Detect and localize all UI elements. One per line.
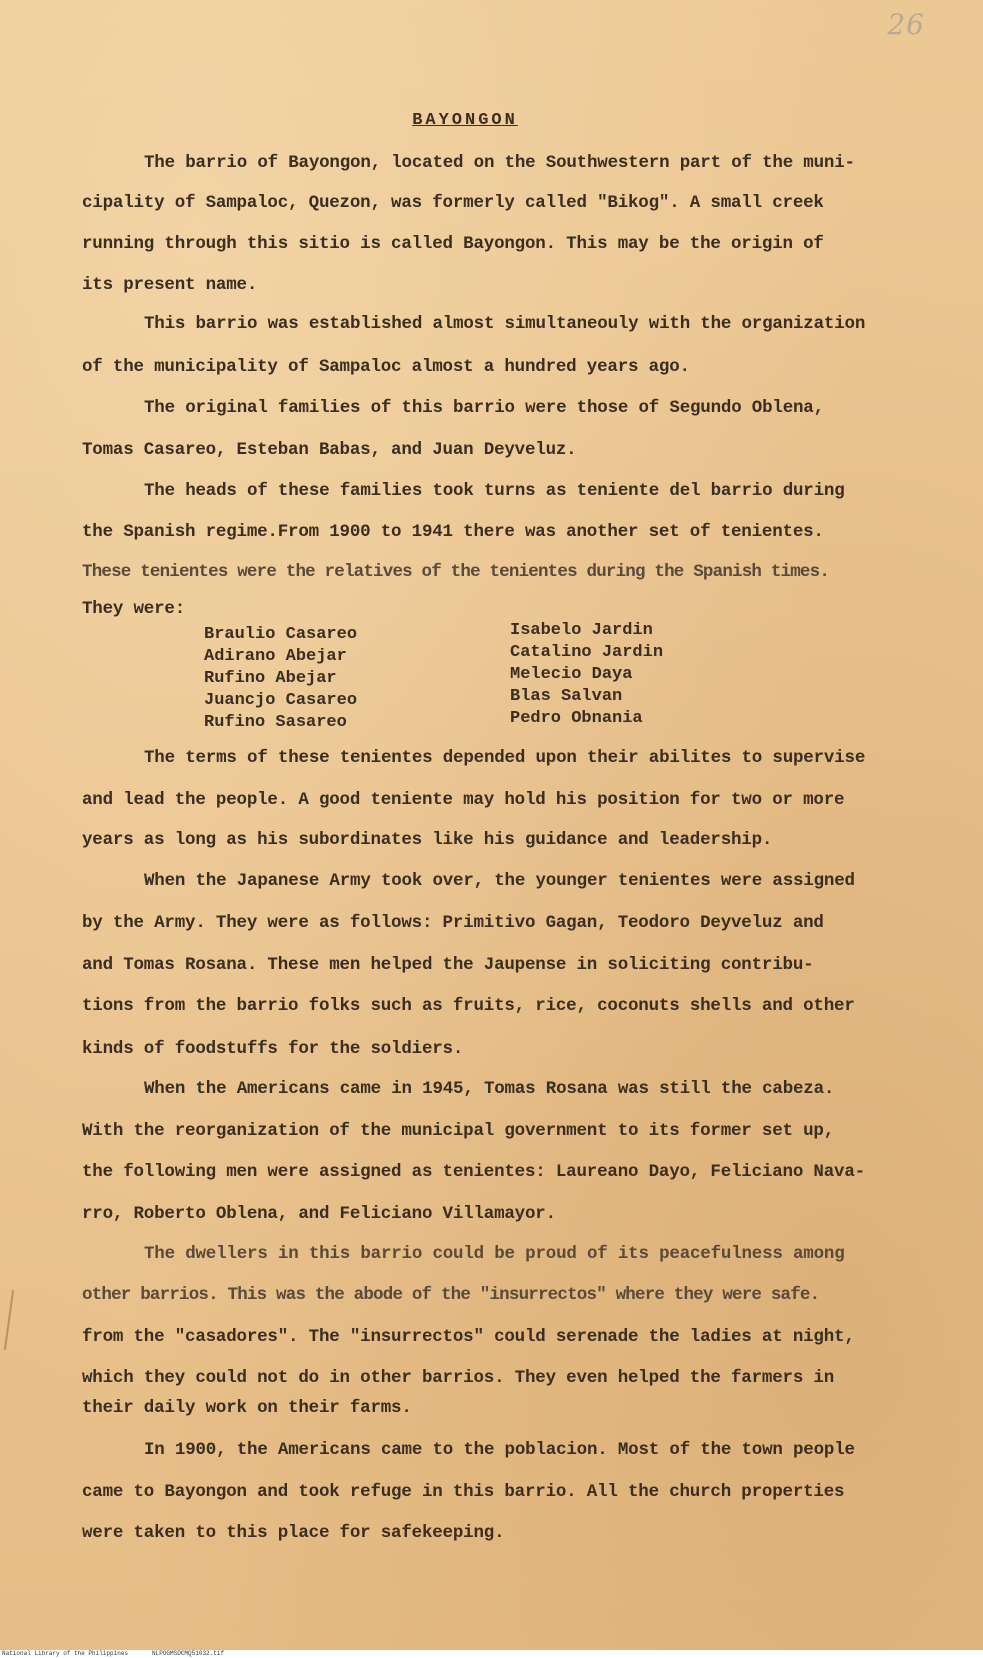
text-line: tions from the barrio folks such as fruits, rice, coconuts shells and other	[82, 996, 855, 1016]
paper-crease	[4, 1290, 14, 1350]
text-line: its present name.	[82, 275, 258, 295]
text-line: which they could not do in other barrios. They even helped the farmers in	[82, 1368, 835, 1388]
scan-footer	[0, 1650, 983, 1658]
name-item: Adirano Abejar	[204, 647, 347, 666]
text-line: The dwellers in this barrio could be proud of its peacefulness among	[144, 1244, 845, 1264]
text-line: The original families of this barrio were those of Segundo Oblena,	[144, 398, 824, 418]
name-item: Isabelo Jardin	[510, 621, 653, 640]
library-name: National Library of the Philippines	[2, 1650, 129, 1657]
text-line: This barrio was established almost simultaneouly with the organization	[144, 314, 866, 334]
text-line: With the reorganization of the municipal government to its former set up,	[82, 1121, 835, 1141]
document-title: BAYONGON	[412, 111, 518, 130]
text-line: They were:	[82, 599, 186, 619]
page-number: 26	[887, 8, 925, 41]
text-line: other barrios. This was the abode of the "insurrectos" where they were safe.	[82, 1285, 820, 1305]
name-item: Melecio Daya	[510, 665, 633, 684]
tenientes-list-right	[510, 620, 663, 730]
text-line: from the "casadores". The "insurrectos" could serenade the ladies at night,	[82, 1327, 855, 1347]
text-line: kinds of foodstuffs for the soldiers.	[82, 1039, 464, 1059]
text-line: These tenientes were the relatives of the tenientes during the Spanish times.	[82, 562, 830, 582]
text-line: In 1900, the Americans came to the poblacion. Most of the town people	[144, 1440, 855, 1460]
text-line: and Tomas Rosana. These men helped the Jaupense in soliciting contribu-	[82, 955, 814, 975]
text-line: When the Japanese Army took over, the younger tenientes were assigned	[144, 871, 855, 891]
name-item: Pedro Obnania	[510, 709, 643, 728]
name-item: Rufino Sasareo	[204, 713, 347, 732]
tenientes-list-left	[204, 624, 357, 734]
text-line: by the Army. They were as follows: Primitivo Gagan, Teodoro Deyveluz and	[82, 913, 824, 933]
text-line: The terms of these tenientes depended upon their abilites to supervise	[144, 748, 866, 768]
name-item: Braulio Casareo	[204, 625, 358, 644]
text-line: The barrio of Bayongon, located on the Southwestern part of the muni-	[144, 153, 855, 173]
text-line: running through this sitio is called Bayongon. This may be the origin of	[82, 234, 824, 254]
text-line: came to Bayongon and took refuge in this barrio. All the church properties	[82, 1482, 845, 1502]
name-item: Catalino Jardin	[510, 643, 664, 662]
name-item: Rufino Abejar	[204, 669, 337, 688]
name-item: Juancjo Casareo	[204, 691, 358, 710]
text-line: years as long as his subordinates like his guidance and leadership.	[82, 830, 773, 850]
text-line: cipality of Sampaloc, Quezon, was formerly called "Bikog". A small creek	[82, 193, 824, 213]
file-id: NLPOGMSDCMQ51032.tif	[152, 1650, 225, 1657]
text-line: When the Americans came in 1945, Tomas Rosana was still the cabeza.	[144, 1079, 835, 1099]
text-line: were taken to this place for safekeeping.	[82, 1523, 505, 1543]
text-line: the Spanish regime.From 1900 to 1941 there was another set of tenientes.	[82, 522, 824, 542]
text-line: of the municipality of Sampaloc almost a hundred years ago.	[82, 357, 690, 377]
text-line: and lead the people. A good teniente may hold his position for two or more	[82, 790, 845, 810]
text-line: the following men were assigned as tenientes: Laureano Dayo, Feliciano Nava-	[82, 1162, 865, 1182]
text-line: The heads of these families took turns as teniente del barrio during	[144, 481, 845, 501]
text-line: their daily work on their farms.	[82, 1398, 412, 1418]
text-line: Tomas Casareo, Esteban Babas, and Juan Deyveluz.	[82, 440, 577, 460]
text-line: rro, Roberto Oblena, and Feliciano Villamayor.	[82, 1204, 556, 1224]
name-item: Blas Salvan	[510, 687, 623, 706]
